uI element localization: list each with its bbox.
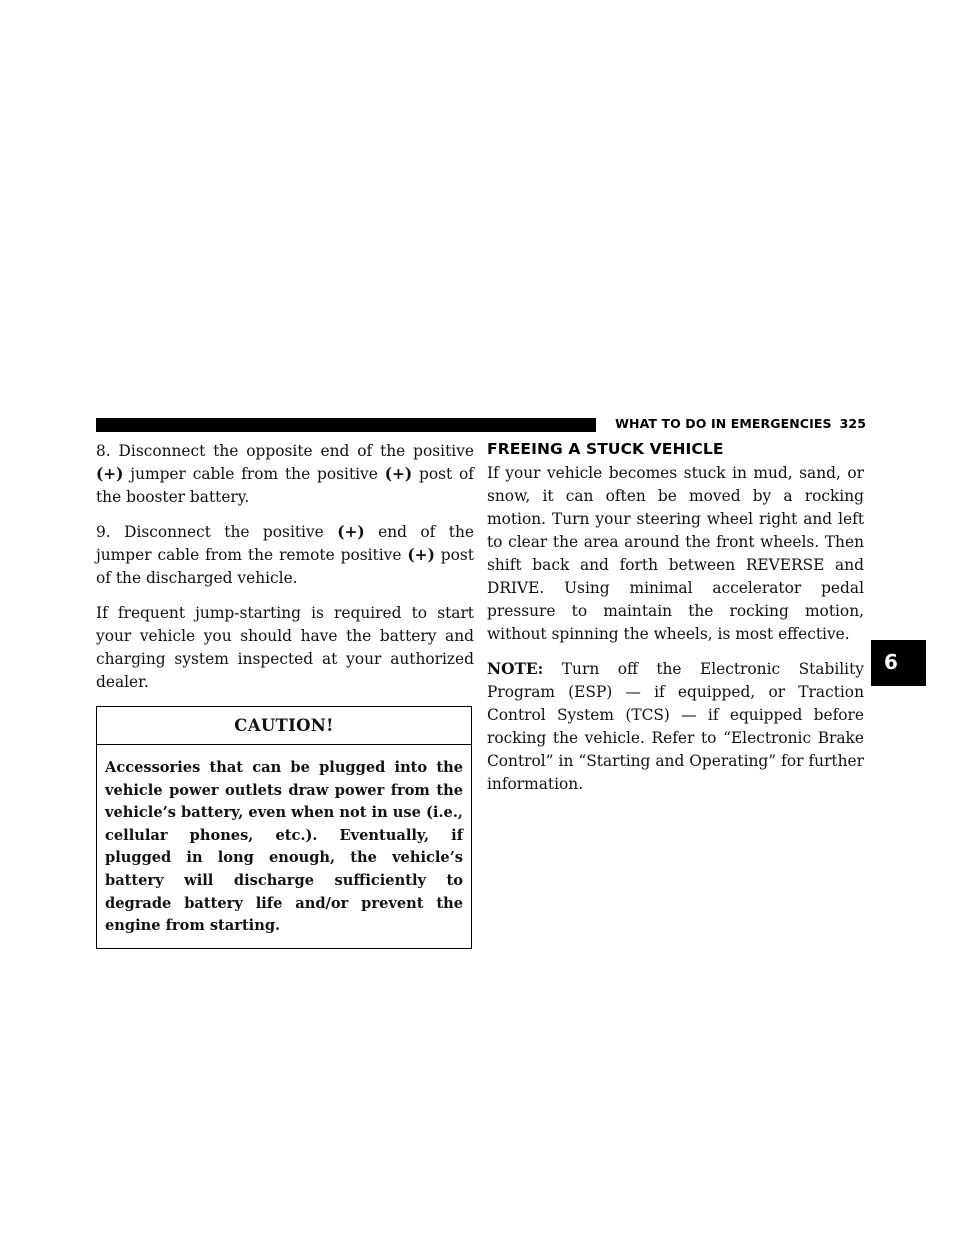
step-8-text-c: post of the booster battery. (96, 465, 474, 506)
caution-title: CAUTION! (97, 707, 471, 745)
step-8-text-b: jumper cable from the positive (130, 465, 385, 483)
page-number: 325 (839, 416, 866, 431)
header-rule (96, 418, 596, 432)
caution-box (96, 706, 472, 949)
positive-symbol: (+) (96, 465, 124, 483)
running-header (606, 416, 866, 431)
right-column (487, 440, 864, 808)
header-section-title: WHAT TO DO IN EMERGENCIES (615, 416, 832, 431)
left-column (96, 440, 474, 949)
caution-body: Accessories that can be plugged into the vehicle power outlets draw power from the vehicle’s battery, even when not in use (i.e., cellular phones, etc.). Eventually, if plugged in long enough, the vehicle’s battery will discharge sufficiently to degrade battery life and/or prevent the engine from starting. (105, 759, 463, 935)
stuck-vehicle-paragraph: If your vehicle becomes stuck in mud, sand, or snow, it can often be moved by a rocking motion. Turn your steering wheel right and left to clear the area around the front wheels. Then shift back and forth between REVERSE and DRIVE. Using minimal accelerator pedal pressure to maintain the rocking motion, without spinning the wheels, is most effective. (487, 464, 864, 643)
chapter-tab: 6 (871, 640, 926, 686)
step-9-text-c: post of the discharged vehicle. (96, 546, 474, 587)
note-text: Turn off the Electronic Stability Program (ESP) — if equipped, or Traction Control System (TCS) — if equipped before rocking the vehicle. Refer to “Electronic Brake Control” in “Starting and Operating” for further information. (487, 660, 864, 793)
section-heading: FREEING A STUCK VEHICLE (487, 440, 724, 458)
positive-symbol: (+) (384, 465, 413, 483)
step-9 (96, 521, 474, 590)
step-9-text-a: 9. Disconnect the positive (96, 523, 338, 541)
jump-start-paragraph: If frequent jump-starting is required to start your vehicle you should have the battery and charging system inspected at your authorized dealer. (96, 604, 474, 691)
step-8 (96, 440, 474, 509)
positive-symbol: (+) (337, 523, 365, 541)
note-paragraph (487, 658, 864, 796)
positive-symbol: (+) (407, 546, 435, 564)
step-8-text-a: 8. Disconnect the opposite end of the positive (96, 442, 474, 460)
step-9-text-b: end of the jumper cable from the remote positive (96, 523, 474, 564)
note-label: NOTE: (487, 660, 544, 678)
